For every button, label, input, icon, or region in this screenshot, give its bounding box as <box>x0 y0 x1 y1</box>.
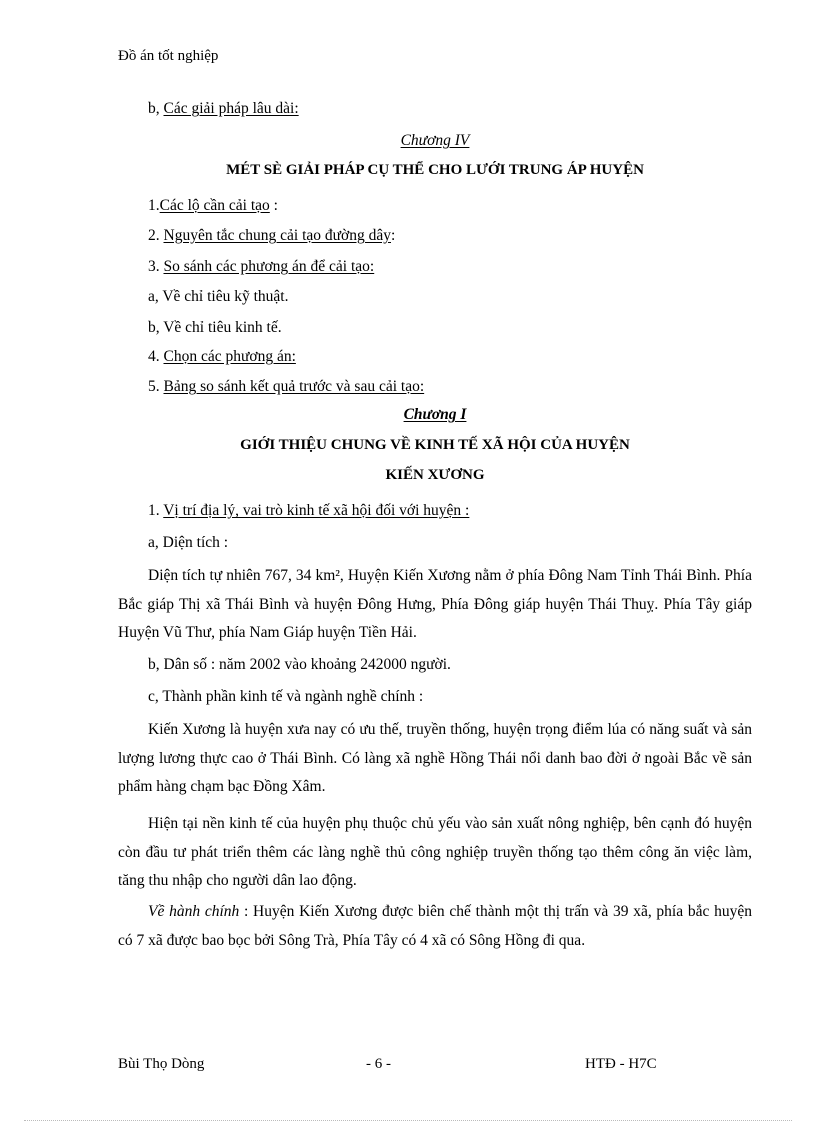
population-line: b, Dân số : năm 2002 vào khoảng 242000 người. <box>148 656 451 673</box>
chapter1-title-line1: GIỚI THIỆU CHUNG VỀ KINH TẾ XÃ HỘI CỦA HUYỆN <box>240 437 630 453</box>
toc-item-3b: b, Về chỉ tiêu kinh tế. <box>148 319 282 336</box>
page-bottom-divider <box>24 1120 792 1121</box>
economy-paragraph-1: Kiến Xương là huyện xưa nay có ưu thế, truyền thống, huyện trọng điểm lúa có năng suất và sản lượng lương thực cao ở Thái Bình. Có làng xã nghề Hồng Thái nổi danh bao đời ở ngoài Bắc về sản phẩm hàng chạm bạc Đồng Xâm. <box>118 721 752 795</box>
toc-item-3a: a, Về chỉ tiêu kỹ thuật. <box>148 288 289 305</box>
footer-page-number: - 6 - <box>366 1056 391 1072</box>
toc-item-1: 1.Các lộ cần cải tạo : <box>148 197 278 214</box>
toc-item-2: 2. Nguyên tắc chung cải tạo đường dây: <box>148 227 396 244</box>
toc-item-b: b, Các giải pháp lâu dài: <box>148 100 299 117</box>
economy-paragraph-2: Hiện tại nền kinh tế của huyện phụ thuộc chủ yếu vào sản xuất nông nghiệp, bên cạnh đó huyện còn đầu tư phát triển thêm các làng nghề thủ công nghiệp truyền thống tạo thêm công ăn việc làm, tăng thu nhập cho người dân lao động. <box>118 815 752 889</box>
chapter1-title-line2: KIẾN XƯƠNG <box>385 467 485 483</box>
toc-item-3: 3. So sánh các phương án để cải tạo: <box>148 258 375 275</box>
chapter1-label: Chương I <box>403 406 467 423</box>
toc-item-5: 5. Bảng so sánh kết quả trước và sau cải tạo: <box>148 378 425 395</box>
footer-author: Bùi Thọ Dòng <box>118 1056 205 1072</box>
chapter4-label: Chương IV <box>400 132 470 149</box>
area-paragraph: Diện tích tự nhiên 767, 34 km², Huyện Kiến Xương nằm ở phía Đông Nam Tỉnh Thái Bình. Phía Bắc giáp Thị xã Thái Bình và huyện Đông Hưng, Phía Đông giáp huyện Thái Thuỵ. Phía Tây giáp Huyện Vũ Thư, phía Nam Giáp huyện Tiền Hải. <box>118 567 752 641</box>
admin-paragraph: Về hành chính : Huyện Kiến Xương được biên chế thành một thị trấn và 39 xã, phía bắc huyện có 7 xã được bao bọc bởi Sông Trà, Phía Tây có 4 xã có Sông Hồng đi qua. <box>118 903 752 949</box>
area-heading: a, Diện tích : <box>148 534 229 551</box>
page-header: Đồ án tốt nghiệp <box>118 48 219 64</box>
economy-heading: c, Thành phần kinh tế và ngành nghề chính : <box>148 688 424 705</box>
toc-item-4: 4. Chọn các phương án: <box>148 348 296 365</box>
section1-heading: 1. Vị trí địa lý, vai trò kinh tế xã hội đối với huyện : <box>148 502 470 519</box>
chapter4-title: MÉT SÈ GIẢI PHÁP CỤ THỂ CHO LƯỚI TRUNG ÁP HUYỆN <box>226 162 644 178</box>
footer-class: HTĐ - H7C <box>585 1056 657 1072</box>
